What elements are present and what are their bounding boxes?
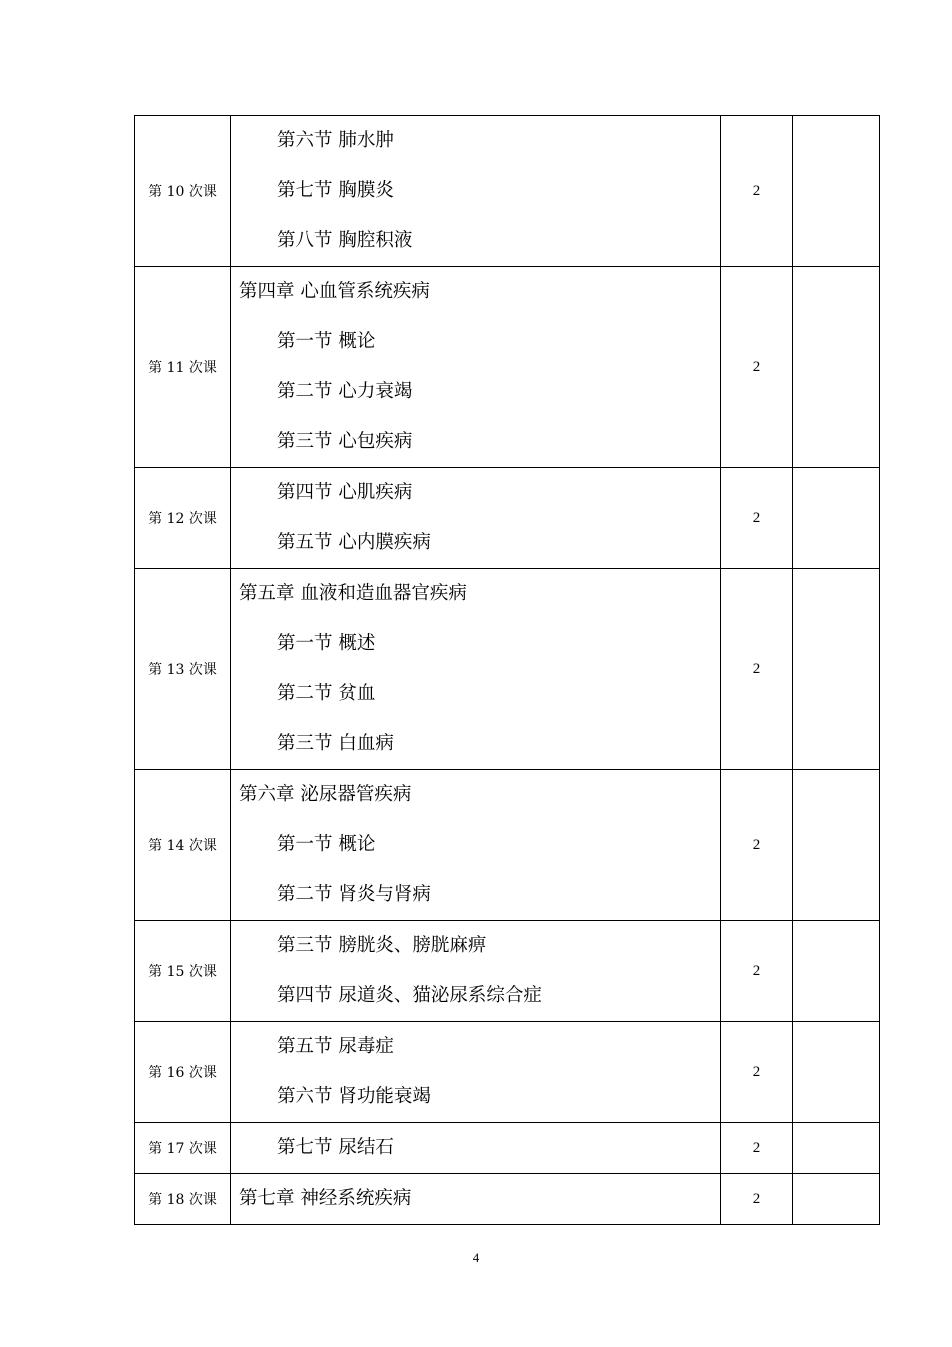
lesson-number-cell: 第 14 次课	[135, 770, 231, 921]
course-schedule-table	[134, 115, 880, 1225]
remark-cell	[793, 921, 880, 1022]
lesson-content-cell	[231, 770, 721, 921]
hours-cell: 2	[721, 116, 793, 267]
chapter-title: 第四章 心血管系统疾病	[239, 281, 430, 302]
schedule-row	[135, 921, 880, 1022]
schedule-row	[135, 468, 880, 569]
section-title: 第七节 胸膜炎	[277, 180, 394, 201]
section-title: 第二节 肾炎与肾病	[277, 884, 431, 905]
schedule-row	[135, 116, 880, 267]
schedule-row	[135, 1022, 880, 1123]
section-title: 第六节 肾功能衰竭	[277, 1086, 431, 1107]
schedule-row	[135, 267, 880, 468]
lesson-content-cell	[231, 1174, 721, 1225]
lesson-number-cell: 第 18 次课	[135, 1174, 231, 1225]
schedule-row	[135, 770, 880, 921]
hours-cell: 2	[721, 1022, 793, 1123]
section-title: 第四节 尿道炎、猫泌尿系综合症	[277, 985, 542, 1006]
lesson-content-cell	[231, 569, 721, 770]
hours-cell: 2	[721, 267, 793, 468]
section-title: 第七节 尿结石	[277, 1137, 394, 1158]
hours-cell: 2	[721, 921, 793, 1022]
lesson-number-cell: 第 10 次课	[135, 116, 231, 267]
section-title: 第四节 心肌疾病	[277, 482, 413, 503]
lesson-content-cell	[231, 116, 721, 267]
remark-cell	[793, 468, 880, 569]
hours-cell: 2	[721, 569, 793, 770]
schedule-row	[135, 569, 880, 770]
remark-cell	[793, 1022, 880, 1123]
lesson-content-cell	[231, 468, 721, 569]
schedule-row	[135, 1174, 880, 1225]
lesson-number-cell: 第 15 次课	[135, 921, 231, 1022]
remark-cell	[793, 267, 880, 468]
remark-cell	[793, 569, 880, 770]
lesson-number-cell: 第 13 次课	[135, 569, 231, 770]
remark-cell	[793, 116, 880, 267]
section-title: 第三节 白血病	[277, 733, 394, 754]
section-title: 第五节 尿毒症	[277, 1036, 394, 1057]
section-title: 第二节 心力衰竭	[277, 381, 413, 402]
schedule-body	[135, 116, 880, 1225]
chapter-title: 第七章 神经系统疾病	[239, 1188, 412, 1209]
lesson-content-cell	[231, 1123, 721, 1174]
chapter-title: 第六章 泌尿器管疾病	[239, 784, 412, 805]
page-number: 4	[472, 1250, 480, 1265]
remark-cell	[793, 1174, 880, 1225]
hours-cell: 2	[721, 1174, 793, 1225]
lesson-number-cell: 第 11 次课	[135, 267, 231, 468]
lesson-content-cell	[231, 267, 721, 468]
section-title: 第三节 膀胱炎、膀胱麻痹	[277, 935, 487, 956]
section-title: 第三节 心包疾病	[277, 431, 413, 452]
schedule-row	[135, 1123, 880, 1174]
chapter-title: 第五章 血液和造血器官疾病	[239, 583, 467, 604]
section-title: 第八节 胸腔积液	[277, 230, 413, 251]
remark-cell	[793, 1123, 880, 1174]
lesson-content-cell	[231, 1022, 721, 1123]
section-title: 第一节 概论	[277, 331, 376, 352]
hours-cell: 2	[721, 1123, 793, 1174]
lesson-number-cell: 第 17 次课	[135, 1123, 231, 1174]
lesson-number-cell: 第 16 次课	[135, 1022, 231, 1123]
lesson-number-cell: 第 12 次课	[135, 468, 231, 569]
section-title: 第一节 概述	[277, 633, 376, 654]
section-title: 第六节 肺水肿	[277, 130, 394, 151]
section-title: 第一节 概论	[277, 834, 376, 855]
section-title: 第二节 贫血	[277, 683, 376, 704]
remark-cell	[793, 770, 880, 921]
section-title: 第五节 心内膜疾病	[277, 532, 431, 553]
hours-cell: 2	[721, 770, 793, 921]
lesson-content-cell	[231, 921, 721, 1022]
hours-cell: 2	[721, 468, 793, 569]
